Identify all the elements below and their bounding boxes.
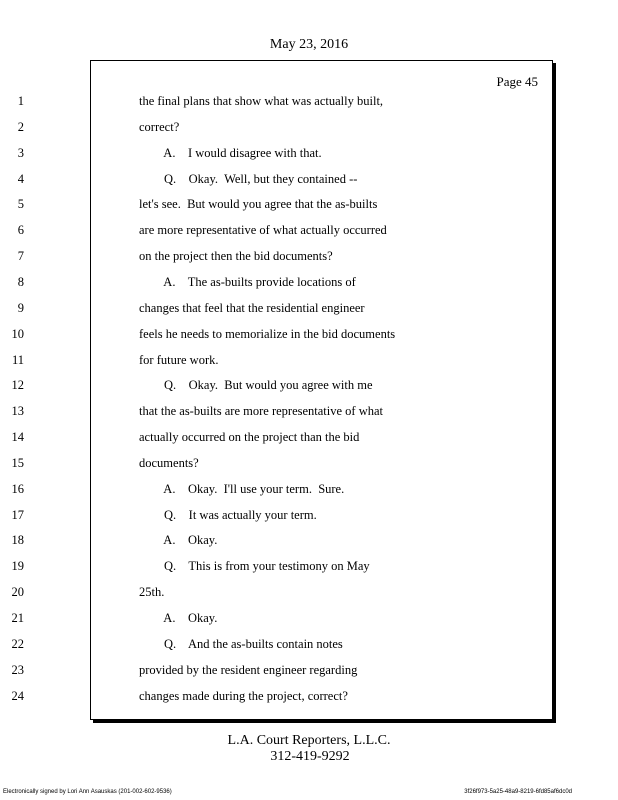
line-text: documents? <box>139 455 199 470</box>
line-number: 6 <box>17 223 24 238</box>
line-number: 20 <box>11 585 24 600</box>
line-text: A. I would disagree with that. <box>139 145 322 160</box>
page-number: Page 45 <box>496 74 538 89</box>
line-number: 10 <box>11 326 24 341</box>
line-text: A. Okay. <box>139 533 218 548</box>
line-text: correct? <box>139 119 180 134</box>
line-text: that the as-builts are more representative of what <box>139 404 384 419</box>
electronic-signature: Electronically signed by Lori Ann Asauskas (201-002-602-9536) <box>3 789 172 795</box>
line-text: Q. Okay. Well, but they contained -- <box>139 171 358 186</box>
footer <box>0 733 618 765</box>
line-text: provided by the resident engineer regarding <box>139 662 358 677</box>
line-text: are more representative of what actually occurred <box>139 223 387 238</box>
line-text: for future work. <box>139 352 219 367</box>
line-number: 13 <box>11 404 24 419</box>
line-number: 15 <box>11 455 24 470</box>
line-text: Q. Okay. But would you agree with me <box>139 378 373 393</box>
line-text: changes made during the project, correct? <box>139 688 348 703</box>
line-number: 22 <box>11 636 24 651</box>
line-number: 23 <box>11 662 24 677</box>
line-number: 11 <box>11 352 24 367</box>
line-text: Q. It was actually your term. <box>139 507 317 522</box>
line-number: 3 <box>17 145 24 160</box>
line-text: the final plans that show what was actually built, <box>139 94 384 108</box>
line-number: 16 <box>11 481 24 496</box>
line-number: 21 <box>11 611 24 625</box>
line-number: 5 <box>17 197 24 212</box>
line-text: A. Okay. I'll use your term. Sure. <box>139 481 345 496</box>
line-number: 8 <box>17 274 24 289</box>
line-text: changes that feel that the residential engineer <box>139 300 365 315</box>
line-text: feels he needs to memorialize in the bid documents <box>139 326 396 341</box>
line-number: 9 <box>17 300 24 315</box>
document-id: 3f26f973-5a25-48a9-8219-6fd85af6dc0d <box>464 789 572 795</box>
line-number: 7 <box>17 249 24 264</box>
reporter-phone: 312-419-9292 <box>270 749 350 764</box>
line-text: let's see. But would you agree that the as-builts <box>139 197 378 212</box>
line-text: actually occurred on the project than the bid <box>139 430 360 445</box>
line-number: 14 <box>11 430 24 445</box>
line-text: A. The as-builts provide locations of <box>139 274 356 289</box>
line-number: 4 <box>17 171 24 186</box>
line-text: A. Okay. <box>139 611 218 625</box>
line-number: 24 <box>11 688 24 703</box>
line-text: on the project then the bid documents? <box>139 249 333 264</box>
reporter-company: L.A. Court Reporters, L.L.C. <box>227 733 391 748</box>
line-text: Q. And the as-builts contain notes <box>139 636 343 651</box>
line-number: 19 <box>11 559 24 574</box>
line-number: 17 <box>11 507 24 522</box>
line-number: 18 <box>11 533 24 548</box>
line-number: 1 <box>17 94 24 108</box>
line-text: Q. This is from your testimony on May <box>139 559 370 574</box>
line-number: 12 <box>11 378 24 393</box>
line-number: 2 <box>17 119 24 134</box>
transcript-date: May 23, 2016 <box>269 37 349 52</box>
line-text: 25th. <box>139 585 165 600</box>
transcript-page <box>11 60 553 720</box>
